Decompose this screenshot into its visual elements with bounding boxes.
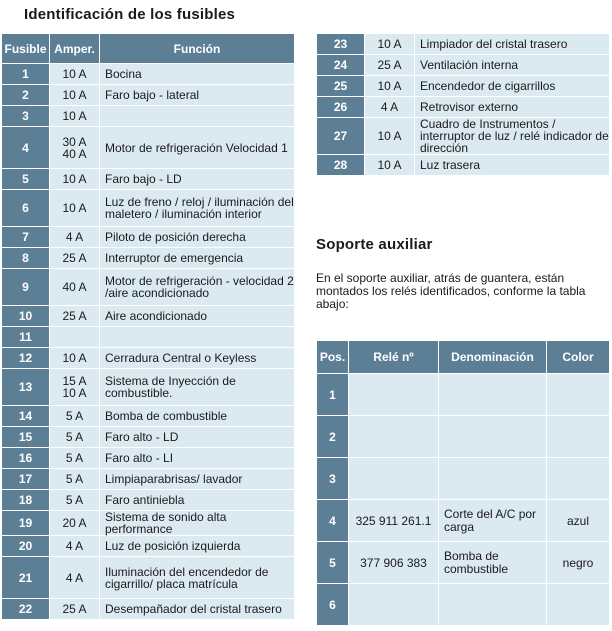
amp-value: 5 A — [65, 493, 84, 507]
fuse-amperage — [50, 190, 100, 227]
fuse-number: 10 — [2, 306, 50, 327]
relay-row — [317, 416, 610, 458]
amp-value: 25 A — [62, 251, 87, 265]
fuse-function — [100, 106, 295, 127]
amp-value: 10 A — [62, 172, 87, 186]
relay-color — [547, 416, 610, 458]
amp-value: 10 A — [377, 158, 402, 172]
amp-value: 5 A — [65, 409, 84, 423]
fuse-number: 11 — [2, 327, 50, 348]
amp-value: 4 A — [380, 100, 399, 114]
fuse-table — [1, 33, 295, 620]
fuse-row — [2, 269, 295, 306]
amp-value: 15 A — [62, 374, 87, 388]
fuse-amperage — [50, 227, 100, 248]
fuse-row — [2, 536, 295, 557]
fuse-row — [2, 169, 295, 190]
relay-position: 2 — [317, 416, 349, 458]
fuse-number: 20 — [2, 536, 50, 557]
amp-value: 10 A — [62, 109, 87, 123]
amp-value: 10 A — [62, 67, 87, 81]
fuse-function: Desempañador del cristal trasero — [100, 599, 295, 620]
relay-position: 5 — [317, 542, 349, 584]
relay-color: negro — [547, 542, 610, 584]
header-funcion: Función — [100, 34, 295, 64]
fuse-number: 23 — [317, 34, 365, 55]
fuse-amperage — [50, 169, 100, 190]
fuse-row — [2, 406, 295, 427]
fuse-function: Limpiador del cristal trasero — [415, 34, 610, 55]
relay-row — [317, 374, 610, 416]
fuse-function: Bocina — [100, 64, 295, 85]
fuse-row — [317, 97, 610, 118]
amp-value: 10 A — [62, 351, 87, 365]
fuse-number: 12 — [2, 348, 50, 369]
relay-number — [349, 584, 439, 626]
fuse-amperage — [50, 369, 100, 406]
relay-row — [317, 542, 610, 584]
aux-paragraph: En el soporte auxiliar, atrás de guantera, están montados los relés identificados, conforme la tabla abajo: — [316, 271, 586, 311]
fuse-amperage — [50, 427, 100, 448]
fuse-amperage — [50, 269, 100, 306]
fuse-amperage — [365, 97, 415, 118]
relay-denomination: Corte del A/C por carga — [439, 500, 547, 542]
relay-number — [349, 458, 439, 500]
fuse-function: Limpiaparabrisas/ lavador — [100, 469, 295, 490]
fuse-number: 5 — [2, 169, 50, 190]
amp-value: 4 A — [65, 230, 84, 244]
fuse-row — [2, 127, 295, 169]
fuse-number: 26 — [317, 97, 365, 118]
relay-position: 6 — [317, 584, 349, 626]
fuse-number: 18 — [2, 490, 50, 511]
fuse-amperage — [50, 448, 100, 469]
fuse-number: 16 — [2, 448, 50, 469]
fuse-row — [2, 599, 295, 620]
amp-value: 40 A — [62, 280, 87, 294]
fuse-function: Aire acondicionado — [100, 306, 295, 327]
fuse-number: 27 — [317, 118, 365, 155]
fuse-row — [2, 511, 295, 536]
fuse-function: Faro antiniebla — [100, 490, 295, 511]
fuse-row — [2, 369, 295, 406]
header-amper: Amper. — [50, 34, 100, 64]
fuse-number: 6 — [2, 190, 50, 227]
fuse-function: Faro alto - LD — [100, 427, 295, 448]
fuse-amperage — [50, 599, 100, 620]
fuse-row — [317, 55, 610, 76]
relay-table — [316, 340, 610, 626]
amp-value: 10 A — [62, 201, 87, 215]
fuse-function: Faro bajo - lateral — [100, 85, 295, 106]
fuse-amperage — [50, 536, 100, 557]
fuse-table-continued — [316, 33, 610, 176]
fuse-row — [2, 448, 295, 469]
fuse-amperage — [365, 118, 415, 155]
amp-value: 5 A — [65, 451, 84, 465]
fuse-row — [2, 557, 295, 599]
relay-denomination: Bomba de combustible — [439, 542, 547, 584]
amp-value: 25 A — [62, 309, 87, 323]
amp-value: 25 A — [62, 602, 87, 616]
header-rele: Relé nº — [349, 341, 439, 374]
fuse-number: 9 — [2, 269, 50, 306]
amp-value: 10 A — [62, 88, 87, 102]
fuse-amperage — [50, 248, 100, 269]
fuse-row — [2, 469, 295, 490]
fuse-function: Interruptor de emergencia — [100, 248, 295, 269]
amp-value: 10 A — [377, 37, 402, 51]
fuse-row — [2, 190, 295, 227]
fuse-number: 1 — [2, 64, 50, 85]
relay-denomination — [439, 584, 547, 626]
fuse-number: 13 — [2, 369, 50, 406]
fuse-function: Sistema de sonido alta performance — [100, 511, 295, 536]
fuse-row — [317, 118, 610, 155]
fuse-function: Piloto de posición derecha — [100, 227, 295, 248]
relay-number — [349, 416, 439, 458]
fuse-amperage — [50, 406, 100, 427]
fuse-number: 14 — [2, 406, 50, 427]
fuse-amperage — [50, 348, 100, 369]
amp-value: 30 A — [62, 134, 87, 149]
aux-section-title: Soporte auxiliar — [316, 236, 433, 253]
relay-denomination — [439, 374, 547, 416]
fuse-amperage — [50, 127, 100, 169]
fuse-function: Motor de refrigeración - velocidad 2 /aire acondicionado — [100, 269, 295, 306]
header-fusible: Fusible — [2, 34, 50, 64]
fuse-function: Faro alto - LI — [100, 448, 295, 469]
header-denominacion: Denominación — [439, 341, 547, 374]
amp-value: 20 A — [62, 516, 87, 530]
page-title: Identificación de los fusibles — [24, 6, 236, 23]
fuse-amperage — [50, 557, 100, 599]
fuse-function: Iluminación del encendedor de cigarrillo/ placa matrícula — [100, 557, 295, 599]
fuse-row — [2, 348, 295, 369]
fuse-number: 25 — [317, 76, 365, 97]
fuse-function — [100, 327, 295, 348]
fuse-function: Luz trasera — [415, 155, 610, 176]
relay-position: 1 — [317, 374, 349, 416]
relay-row — [317, 500, 610, 542]
fuse-number: 4 — [2, 127, 50, 169]
amp-value: 5 A — [65, 430, 84, 444]
fuse-function: Luz de posición izquierda — [100, 536, 295, 557]
fuse-amperage — [50, 490, 100, 511]
fuse-number: 22 — [2, 599, 50, 620]
fuse-amperage — [50, 64, 100, 85]
amp-value: 40 A — [62, 146, 87, 161]
fuse-row — [2, 490, 295, 511]
fuse-amperage — [50, 106, 100, 127]
fuse-function: Retrovisor externo — [415, 97, 610, 118]
fuse-row — [2, 427, 295, 448]
fuse-function: Faro bajo - LD — [100, 169, 295, 190]
fuse-function: Cerradura Central o Keyless — [100, 348, 295, 369]
relay-denomination — [439, 458, 547, 500]
fuse-row — [2, 248, 295, 269]
fuse-number: 15 — [2, 427, 50, 448]
fuse-number: 2 — [2, 85, 50, 106]
fuse-amperage — [365, 34, 415, 55]
relay-row — [317, 584, 610, 626]
fuse-amperage — [365, 76, 415, 97]
relay-table-header — [317, 341, 610, 374]
fuse-function: Encendedor de cigarrillos — [415, 76, 610, 97]
fuse-amperage — [365, 155, 415, 176]
relay-position: 3 — [317, 458, 349, 500]
fuse-number: 28 — [317, 155, 365, 176]
fuse-row — [2, 306, 295, 327]
fuse-row — [2, 85, 295, 106]
fuse-row — [2, 327, 295, 348]
fuse-amperage — [50, 85, 100, 106]
relay-position: 4 — [317, 500, 349, 542]
relay-number: 325 911 261.1 — [349, 500, 439, 542]
fuse-number: 19 — [2, 511, 50, 536]
fuse-function: Cuadro de Instrumentos / interruptor de luz / relé indicador de dirección — [415, 118, 610, 155]
fuse-amperage — [365, 55, 415, 76]
fuse-function: Sistema de Inyección de combustible. — [100, 369, 295, 406]
header-color: Color — [547, 341, 610, 374]
amp-value: 10 A — [377, 79, 402, 93]
fuse-amperage — [50, 511, 100, 536]
fuse-number: 8 — [2, 248, 50, 269]
fuse-row — [317, 34, 610, 55]
fuse-row — [2, 106, 295, 127]
fuse-table-header — [2, 34, 295, 64]
fuse-amperage — [50, 306, 100, 327]
relay-color — [547, 374, 610, 416]
relay-color — [547, 458, 610, 500]
amp-value: 10 A — [62, 386, 87, 400]
relay-denomination — [439, 416, 547, 458]
fuse-number: 21 — [2, 557, 50, 599]
relay-number — [349, 374, 439, 416]
amp-value: 5 A — [65, 472, 84, 486]
amp-value: 25 A — [377, 58, 402, 72]
amp-value: 4 A — [65, 539, 84, 553]
fuse-function: Ventilación interna — [415, 55, 610, 76]
fuse-row — [317, 76, 610, 97]
relay-row — [317, 458, 610, 500]
fuse-number: 7 — [2, 227, 50, 248]
fuse-number: 3 — [2, 106, 50, 127]
amp-value: 10 A — [377, 129, 402, 143]
amp-value: 4 A — [65, 570, 84, 585]
fuse-row — [317, 155, 610, 176]
fuse-amperage — [50, 327, 100, 348]
fuse-function: Luz de freno / reloj / iluminación del maletero / iluminación interior — [100, 190, 295, 227]
fuse-row — [2, 64, 295, 85]
relay-number: 377 906 383 — [349, 542, 439, 584]
fuse-number: 17 — [2, 469, 50, 490]
fuse-number: 24 — [317, 55, 365, 76]
relay-color — [547, 584, 610, 626]
fuse-amperage — [50, 469, 100, 490]
header-pos: Pos. — [317, 341, 349, 374]
fuse-function: Motor de refrigeración Velocidad 1 — [100, 127, 295, 169]
relay-color: azul — [547, 500, 610, 542]
fuse-function: Bomba de combustible — [100, 406, 295, 427]
fuse-row — [2, 227, 295, 248]
